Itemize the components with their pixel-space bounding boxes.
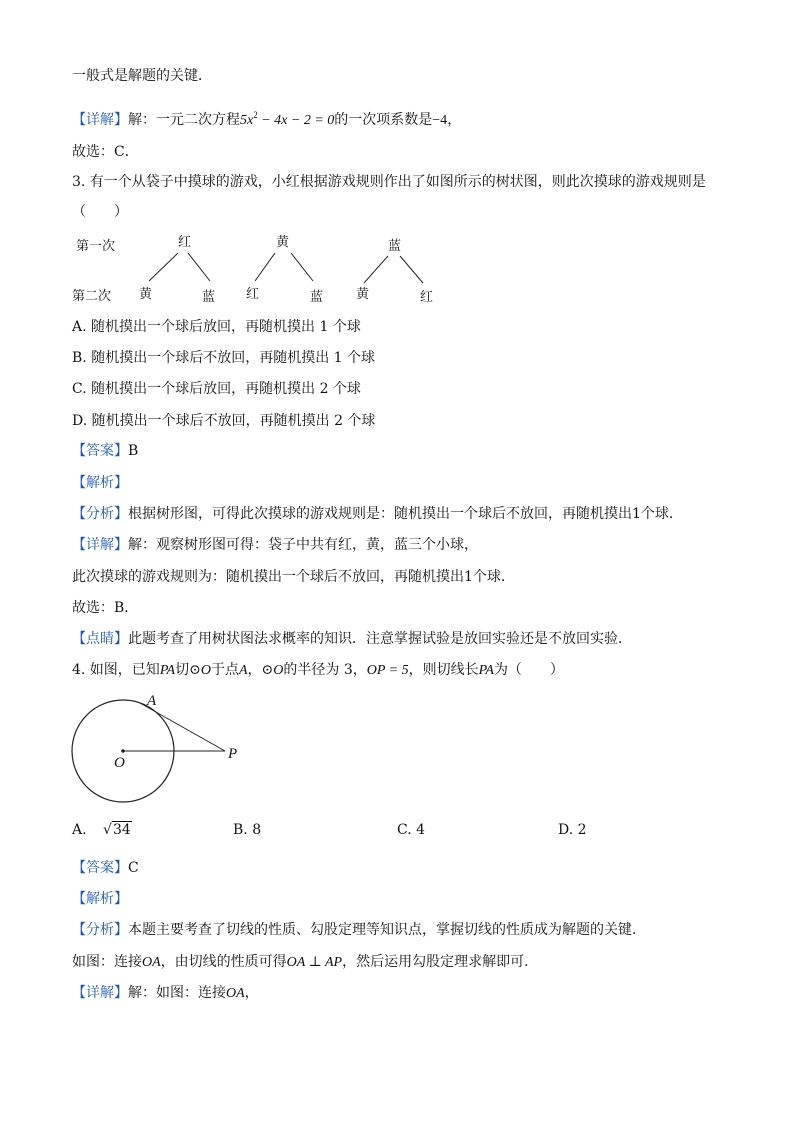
- sqrt-icon: √: [103, 822, 112, 838]
- answer-value: C: [128, 860, 139, 876]
- point-o-label: O: [114, 755, 125, 771]
- detail-text-2: 的一次项系数是: [334, 112, 433, 128]
- q4-option-c: C. 4: [397, 822, 426, 838]
- fenxi-tag: 【分析】: [72, 922, 128, 938]
- tree-parent: 黄: [276, 235, 290, 250]
- q4-detail-line: 【详解】解：如图：连接OA，: [72, 985, 259, 1001]
- question-4-stem: 4. 如图，已知PA切⊙O于点A，⊙O的半径为 3，OP = 5，则切线长PA为（ ）: [72, 662, 564, 678]
- option-d: D. 随机摸出一个球后不放回，再随机摸出 2 个球: [72, 413, 376, 429]
- answer-tag: 【答案】: [72, 443, 128, 459]
- tree-row1-label: 第一次: [76, 239, 116, 254]
- question-3-paren: （ ）: [72, 204, 128, 220]
- q4-option-a: A. √34: [72, 822, 131, 838]
- tree-child: 红: [246, 287, 260, 302]
- equation: $5x^2 - 4x - 2 = 0$: [240, 110, 335, 128]
- analysis-heading: 【解析】: [72, 475, 128, 491]
- detail-line: 【详解】解：观察树形图可得：袋子中共有红，黄，蓝三个小球，: [72, 537, 478, 553]
- tree-child: 蓝: [310, 290, 324, 305]
- tree-child: 蓝: [202, 290, 216, 305]
- detail-tag: 【详解】: [72, 537, 128, 553]
- center-dot: [121, 749, 125, 753]
- detail-tag: 【详解】: [72, 112, 128, 128]
- q4-hint-line: 如图：连接OA，由切线的性质可得OA ⊥ AP，然后运用勾股定理求解即可．: [72, 954, 539, 970]
- q4-analysis-heading: 【解析】: [72, 891, 128, 907]
- option-b: B. 随机摸出一个球后不放回，再随机摸出 1 个球: [72, 350, 375, 366]
- fenxi-tag: 【分析】: [72, 506, 128, 522]
- q4-fenxi-line: 【分析】本题主要考查了切线的性质、勾股定理等知识点，掌握切线的性质成为解题的关键．: [72, 922, 646, 938]
- answer-value: B: [128, 443, 139, 459]
- tree-child: 黄: [139, 287, 153, 302]
- detail-tag: 【详解】: [72, 985, 128, 1001]
- comment-tag: 【点睛】: [72, 631, 128, 647]
- tree-parent: 蓝: [388, 239, 402, 254]
- q4-option-d: D. 2: [558, 822, 587, 838]
- tree-row2-label: 第二次: [72, 289, 112, 304]
- tree-child: 黄: [356, 287, 370, 302]
- tree-parent: 红: [178, 235, 192, 250]
- continuation-text: 一般式是解题的关键．: [72, 68, 212, 84]
- point-a-label: A: [147, 693, 157, 709]
- choice-line: 故选：B．: [72, 600, 139, 616]
- coefficient-value: −4: [432, 113, 448, 128]
- tree-child: 红: [420, 290, 434, 305]
- point-p-label: P: [228, 746, 238, 762]
- detail-text: 解：一元二次方程: [128, 112, 240, 128]
- option-a: A. 随机摸出一个球后放回，再随机摸出 1 个球: [72, 319, 361, 335]
- fenxi-line: 【分析】根据树形图，可得此次摸球的游戏规则是：随机摸出一个球后不放回，再随机摸出1个球．: [72, 506, 683, 522]
- comment-line: 【点睛】此题考查了用树状图法求概率的知识．注意掌握试验是放回实验还是不放回实验．: [72, 631, 632, 647]
- tangent-pa: [140, 703, 225, 751]
- option-c: C. 随机摸出一个球后放回，再随机摸出 2 个球: [72, 381, 361, 397]
- detail-line: 【详解】解：一元二次方程$5x^2 - 4x - 2 = 0$的一次项系数是−4，: [72, 110, 462, 128]
- rule-line: 此次摸球的游戏规则为：随机摸出一个球后不放回，再随机摸出1个球．: [72, 569, 515, 585]
- q4-option-b: B. 8: [233, 822, 262, 838]
- q4-answer-line: [72, 859, 139, 877]
- question-3-text: 3. 有一个从袋子中摸球的游戏，小红根据游戏规则作出了如图所示的树状图，则此次摸球的游戏规则是: [72, 174, 706, 190]
- answer-tag: 【答案】: [72, 860, 128, 876]
- choice-text: 故选：C．: [72, 144, 139, 160]
